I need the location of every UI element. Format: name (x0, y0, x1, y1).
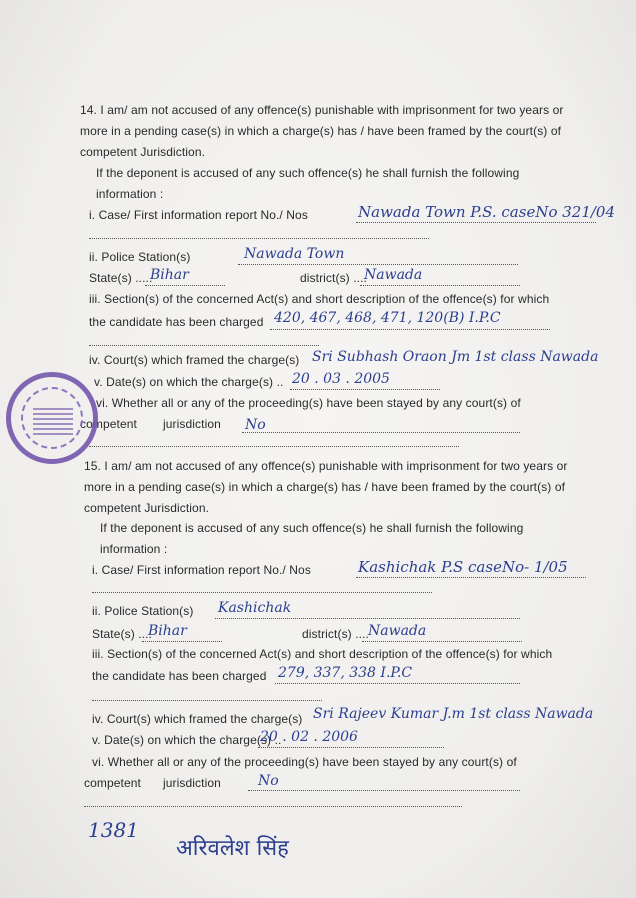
q15-stay-dots2 (84, 806, 462, 807)
q14-stay-dots (242, 432, 520, 433)
q14-section-value: 420, 467, 468, 471, 120(B) I.P.C (274, 310, 501, 326)
q15-stay-value: No (258, 773, 279, 789)
q14-stay-label2b: jurisdiction (163, 417, 221, 431)
q15-date-value: 20 . 02 . 2006 (260, 729, 358, 745)
q14-intro2: information : (96, 187, 164, 201)
q14-fir-dots (356, 222, 596, 223)
q14-fir-dots2 (89, 238, 429, 239)
q15-court-value: Sri Rajeev Kumar J.m 1st class Nawada (313, 706, 594, 722)
q15-fir-value: Kashichak P.S caseNo- 1/05 (358, 558, 568, 576)
q14-date-label: v. Date(s) on which the charge(s) .. (94, 375, 284, 389)
q15-district-value: Nawada (368, 623, 427, 639)
q15-date-label: v. Date(s) on which the charge(s) .. (92, 733, 282, 747)
q15-section-value: 279, 337, 338 I.P.C (278, 665, 413, 681)
q15-police-dots (215, 618, 520, 619)
q15-stay-dots (248, 790, 520, 791)
q14-fir-value: Nawada Town P.S. caseNo 321/04 (358, 203, 616, 221)
q15-fir-label: i. Case/ First information report No./ Nos (92, 563, 311, 577)
q15-date-dots (258, 747, 444, 748)
q14-stay-label1: vi. Whether all or any of the proceeding(s) have been stayed by any court(s) of (96, 396, 521, 410)
q15-fir-dots2 (92, 592, 432, 593)
q15-line2: more in a pending case(s) in which a charge(s) has / have been framed by the court(s) of (84, 480, 566, 494)
q14-state-label: State(s) ..... (89, 271, 153, 285)
q15-section-dots (275, 683, 520, 684)
q14-stay-label2a: competent (80, 417, 137, 431)
q15-district-dots (362, 641, 522, 642)
q14-police-value: Nawada Town (244, 246, 345, 262)
q14-police-dots (238, 264, 518, 265)
q15-intro1: If the deponent is accused of any such offence(s) he shall furnish the following (100, 521, 524, 535)
q15-section-label2: the candidate has been charged (92, 669, 267, 683)
q14-state-value: Bihar (150, 267, 189, 283)
q14-date-value: 20 . 03 . 2005 (292, 371, 390, 387)
q15-state-dots (142, 641, 222, 642)
q14-stay-value: No (245, 417, 266, 433)
q15-stay-label1: vi. Whether all or any of the proceeding(s) have been stayed by any court(s) of (92, 755, 517, 769)
q15-section-dots2 (92, 700, 322, 701)
q14-section-dots2 (89, 345, 319, 346)
q15-fir-dots (356, 577, 586, 578)
q15-state-value: Bihar (148, 623, 187, 639)
q15-stay-label2b: jurisdiction (163, 776, 221, 790)
q15-section-label1: iii. Section(s) of the concerned Act(s) and short description of the offence(s) for which (92, 647, 553, 661)
q14-line1: 14. I am/ am not accused of any offence(s) punishable with imprisonment for two years or (80, 103, 564, 117)
q14-court-value: Sri Subhash Oraon Jm 1st class Nawada (312, 349, 599, 365)
q14-intro1: If the deponent is accused of any such offence(s) he shall furnish the following (96, 166, 520, 180)
q15-stay-label2a: competent (84, 776, 141, 790)
q14-district-value: Nawada (364, 267, 423, 283)
signature-name: अरिवलेश सिंह (176, 836, 289, 861)
q14-district-dots (360, 285, 520, 286)
official-stamp (6, 372, 98, 464)
q14-fir-label: i. Case/ First information report No./ Nos (89, 208, 308, 222)
q15-line1: 15. I am/ am not accused of any offence(s) punishable with imprisonment for two years or (84, 459, 568, 473)
q14-section-dots (270, 329, 550, 330)
q15-police-label: ii. Police Station(s) (92, 604, 194, 618)
signature-mark: 1381 (88, 818, 139, 842)
q15-line3: competent Jurisdiction. (84, 501, 210, 515)
q14-line3: competent Jurisdiction. (80, 145, 206, 159)
q14-police-label: ii. Police Station(s) (89, 250, 191, 264)
q15-police-value: Kashichak (218, 600, 292, 616)
q14-court-label: iv. Court(s) which framed the charge(s) (89, 353, 300, 367)
q14-line2: more in a pending case(s) in which a charge(s) has / have been framed by the court(s) of (80, 124, 562, 138)
q14-section-label1: iii. Section(s) of the concerned Act(s) and short description of the offence(s) for which (89, 292, 550, 306)
q15-court-label: iv. Court(s) which framed the charge(s) (92, 712, 303, 726)
q14-section-label2: the candidate has been charged (89, 315, 264, 329)
q14-stay-dots2 (89, 446, 459, 447)
q15-state-label: State(s) .... (92, 627, 152, 641)
q14-state-dots (145, 285, 225, 286)
q15-district-label: district(s) .... (302, 627, 369, 641)
q14-district-label: district(s) .... (300, 271, 367, 285)
q15-intro2: information : (100, 542, 168, 556)
q14-date-dots (290, 389, 440, 390)
